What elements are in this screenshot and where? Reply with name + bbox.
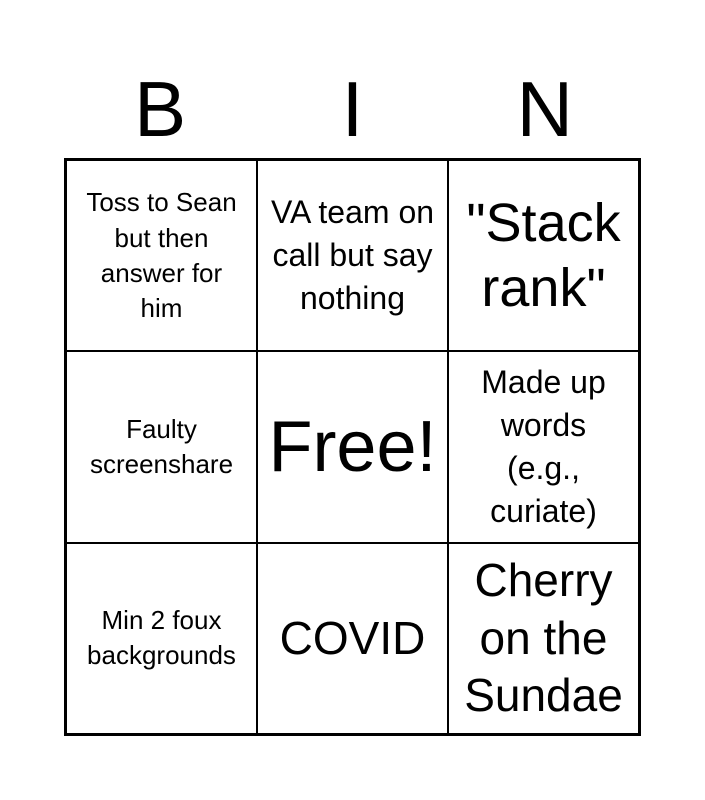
bingo-header [64,60,641,158]
header-letter-i: I [341,65,364,153]
bingo-cell-9[interactable] [448,543,639,734]
bingo-cell-8[interactable] [257,543,448,734]
header-letter-b: B [134,65,187,153]
bingo-board [64,158,641,736]
bingo-cell-4[interactable] [66,351,257,542]
bingo-cell-text: COVID [279,611,426,664]
bingo-cell-text: Free! [268,406,437,487]
bingo-cell-1[interactable] [66,160,257,351]
bingo-cell-text: Made up words (e.g., curiate) [481,363,606,530]
bingo-cell-text: VA team on call but say nothing [270,193,435,317]
bingo-cell-free[interactable] [257,351,448,542]
bingo-cell-6[interactable] [448,351,639,542]
bingo-cell-text: Cherry on the Sundae [464,554,623,722]
bingo-cell-3[interactable] [448,160,639,351]
bingo-cell-7[interactable] [66,543,257,734]
header-letter-n: N [516,65,573,153]
bingo-cell-text: "Stack rank" [466,192,621,318]
bingo-cell-text: Min 2 foux backgrounds [87,605,236,671]
bingo-cell-text: Toss to Sean but then answer for him [86,187,237,323]
bingo-cell-2[interactable] [257,160,448,351]
bingo-cell-text: Faulty screenshare [89,413,234,479]
